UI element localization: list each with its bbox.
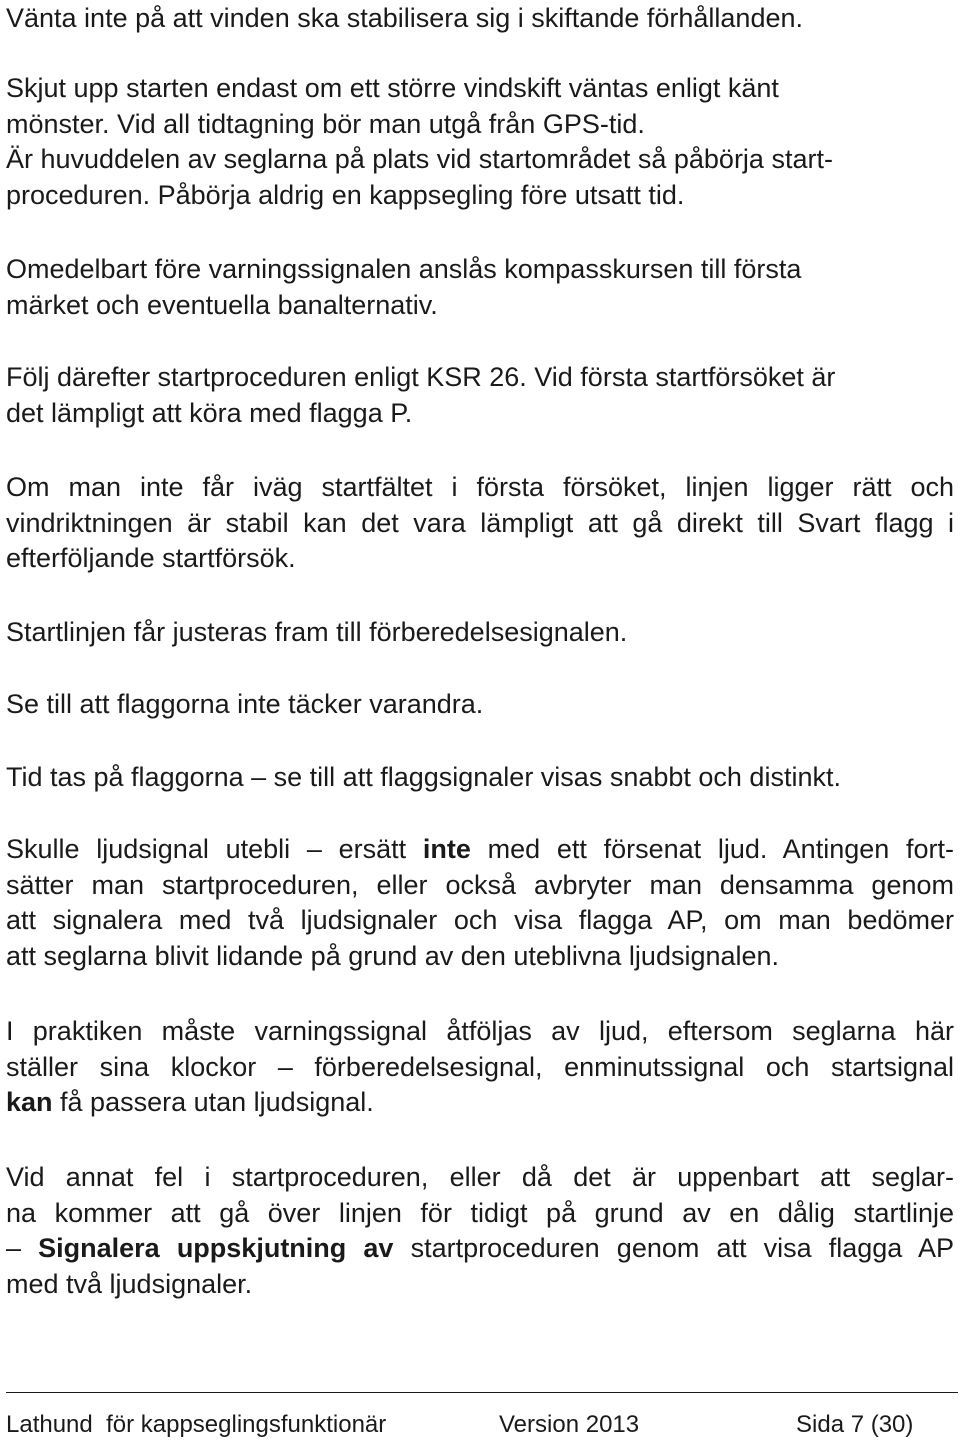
text-line: att seglarna blivit lidande på grund av den uteblivna ljudsignalen.	[6, 940, 780, 971]
text-run: Skulle ljudsignal utebli – ersätt	[6, 834, 423, 864]
text-line: ställer sina klockor – förberedelsesignal, enminutssignal och startsignal	[6, 1051, 954, 1082]
paragraph-1	[6, 1, 954, 37]
paragraph-7	[6, 687, 954, 723]
text-line: Tid tas på flaggorna – se till att flaggsignaler visas snabbt och distinkt.	[6, 762, 841, 792]
text-line: efterföljande startförsök.	[6, 543, 296, 573]
paragraph-10	[6, 1014, 954, 1121]
paragraph-11	[6, 1160, 954, 1302]
text-line	[6, 1085, 954, 1121]
text-line: Se till att flaggorna inte täcker varandra.	[6, 689, 484, 719]
footer-title: Lathund för kappseglingsfunktionär	[6, 1411, 387, 1438]
paragraph-3	[6, 252, 954, 323]
emphasis-text: kan	[6, 1087, 53, 1117]
text-line: Vid annat fel i startproceduren, eller då det är uppenbart att seglar-	[6, 1162, 954, 1192]
footer-divider	[6, 1392, 958, 1393]
text-line: Vänta inte på att vinden ska stabilisera sig i skiftande förhållanden.	[6, 3, 803, 33]
text-line: att signalera med två ljudsignaler och visa flagga AP, om man bedömer	[6, 905, 954, 935]
text-line: proceduren. Påbörja aldrig en kappsegling före utsatt tid.	[6, 179, 685, 210]
text-line	[6, 832, 954, 868]
footer-page-number: Sida 7 (30)	[796, 1411, 914, 1438]
text-line: Följ därefter startproceduren enligt KSR 26. Vid första startförsöket är	[6, 362, 836, 392]
text-run: –	[6, 1233, 39, 1263]
text-run: få passera utan ljudsignal.	[52, 1087, 374, 1117]
paragraph-4	[6, 360, 954, 431]
text-line: Omedelbart före varningssignalen anslås kompasskursen till första	[6, 254, 802, 284]
text-line: na kommer att gå över linjen för tidigt på grund av en dålig startlinje	[6, 1197, 954, 1228]
paragraph-2	[6, 71, 954, 213]
text-line: Startlinjen får justeras fram till förberedelsesignalen.	[6, 617, 628, 647]
text-run: med ett försenat ljud. Antingen fort-	[470, 834, 954, 864]
paragraph-9	[6, 832, 954, 974]
text-run: startproceduren genom att visa flagga AP	[393, 1233, 954, 1263]
text-line: Om man inte får iväg startfältet i första försöket, linjen ligger rätt och	[6, 472, 954, 502]
paragraph-5	[6, 470, 954, 577]
text-line: märket och eventuella banalternativ.	[6, 289, 438, 320]
paragraph-8	[6, 760, 954, 796]
text-line: I praktiken måste varningssignal åtföljas av ljud, eftersom seglarna här	[6, 1016, 954, 1046]
text-line: sätter man startproceduren, eller också avbryter man densamma genom	[6, 869, 954, 900]
text-line: Skjut upp starten endast om ett större vindskift väntas enligt känt	[6, 73, 779, 103]
emphasis-text: inte	[422, 834, 471, 864]
text-line: vindriktningen är stabil kan det vara lämpligt att gå direkt till Svart flagg i	[6, 507, 954, 538]
text-line	[6, 1231, 954, 1267]
footer-version: Version 2013	[499, 1411, 640, 1438]
paragraph-6	[6, 615, 954, 651]
text-line: mönster. Vid all tidtagning bör man utgå från GPS-tid.	[6, 108, 645, 139]
text-line: det lämpligt att köra med flagga P.	[6, 397, 413, 428]
text-line: med två ljudsignaler.	[6, 1268, 253, 1299]
text-line: Är huvuddelen av seglarna på plats vid startområdet så påbörja start-	[6, 144, 833, 174]
emphasis-text: Signalera uppskjutning av	[38, 1233, 394, 1263]
